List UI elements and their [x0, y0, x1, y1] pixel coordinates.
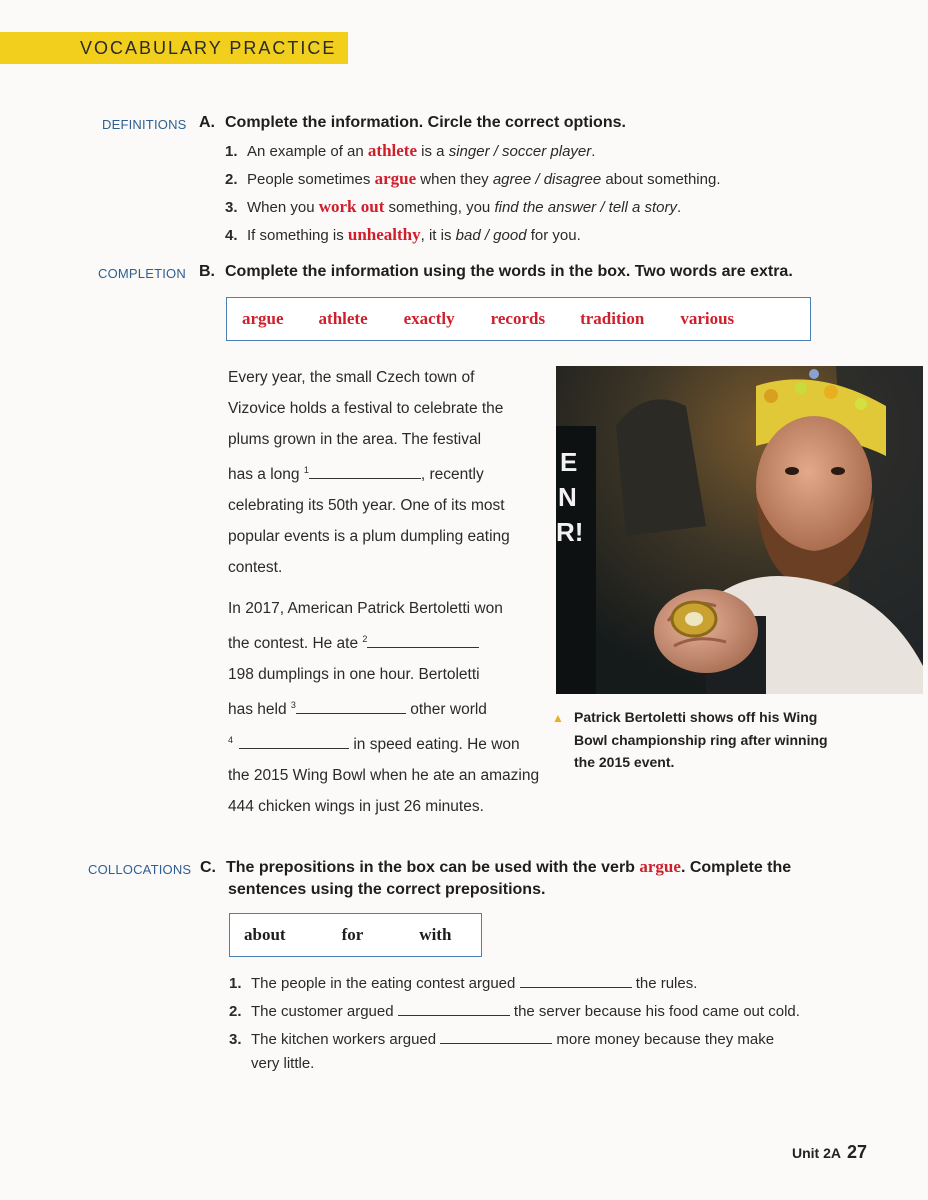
- answer-blank[interactable]: [239, 735, 349, 749]
- definition-item: [225, 169, 720, 190]
- answer-options[interactable]: find the answer / tell a story: [494, 199, 678, 216]
- item-number: 1.: [229, 975, 242, 992]
- item-text: the rules.: [631, 975, 698, 992]
- page-number: 27: [847, 1142, 868, 1162]
- photo-patrick-bertoletti: [556, 366, 923, 694]
- section-c-instructions: sentences using the correct prepositions.: [228, 881, 546, 898]
- passage-line: Vizovice holds a festival to celebrate the: [228, 400, 504, 417]
- preposition-item: for: [341, 925, 364, 944]
- caption-line: the 2015 event.: [574, 754, 675, 770]
- word-box-item: tradition: [580, 309, 645, 328]
- item-text: about something.: [601, 171, 721, 188]
- word-box-item: various: [680, 309, 735, 328]
- definitions-label: DEFINITIONS: [102, 117, 187, 132]
- definition-item: [225, 197, 681, 218]
- blank-number: 3: [290, 700, 296, 710]
- unit-label: Unit 2A: [792, 1145, 841, 1161]
- answer-blank[interactable]: [520, 974, 632, 988]
- passage-text: has a long: [228, 466, 304, 483]
- caption-triangle-icon: ▲: [552, 711, 564, 725]
- sign-letter: N: [558, 482, 577, 512]
- section-a-letter: A.: [199, 114, 215, 131]
- passage-line: [228, 455, 510, 490]
- blank-number: 2: [362, 634, 368, 644]
- passage-text: in speed eating. He won: [349, 736, 520, 753]
- passage-text: , recently: [420, 466, 484, 483]
- caption-line: Patrick Bertoletti shows off his Wing: [574, 709, 818, 725]
- sign-letter: R!: [556, 517, 584, 547]
- section-a-instructions: Complete the information. Circle the correct options.: [225, 114, 626, 131]
- passage-text: the contest. He ate: [228, 635, 363, 652]
- definition-item: [225, 225, 581, 246]
- photo-caption: [552, 706, 828, 773]
- item-text: An example of an: [247, 143, 368, 160]
- item-text: is a: [417, 143, 449, 160]
- item-text: something, you: [384, 199, 495, 216]
- preposition-box: [229, 913, 482, 957]
- section-b-letter: B.: [199, 263, 215, 280]
- item-text: the server because his food came out cold.: [509, 1003, 800, 1020]
- passage-line: contest.: [228, 559, 283, 576]
- answer-blank[interactable]: [309, 465, 421, 479]
- blank-number: 1: [303, 465, 309, 475]
- collocations-label: COLLOCATIONS: [88, 862, 192, 877]
- passage-line: 444 chicken wings in just 26 minutes.: [228, 798, 484, 815]
- word-box: [226, 297, 811, 341]
- answer-options[interactable]: bad / good: [455, 227, 527, 244]
- item-text: If something is: [247, 227, 348, 244]
- answer-blank[interactable]: [296, 700, 406, 714]
- item-text: The customer argued: [251, 1003, 398, 1020]
- passage-line: [228, 624, 539, 659]
- collocation-item: [229, 1030, 774, 1050]
- answer-options[interactable]: agree / disagree: [492, 171, 602, 188]
- preposition-item: with: [419, 925, 452, 944]
- item-number: 2.: [229, 1003, 242, 1020]
- blank-number: 4: [228, 735, 234, 745]
- item-text: for you.: [526, 227, 581, 244]
- answer-options[interactable]: singer / soccer player: [448, 143, 592, 160]
- passage-text: other world: [405, 701, 487, 718]
- word-box-item: records: [490, 309, 546, 328]
- preposition-item: about: [244, 925, 286, 944]
- item-text: The kitchen workers argued: [251, 1031, 441, 1048]
- collocation-item-continuation: very little.: [251, 1055, 315, 1072]
- passage-line: plums grown in the area. The festival: [228, 431, 482, 448]
- item-number: 4.: [225, 227, 238, 244]
- item-number: 3.: [229, 1031, 242, 1048]
- passage-line: In 2017, American Patrick Bertoletti won: [228, 600, 503, 617]
- caption-line: Bowl championship ring after winning: [574, 732, 828, 748]
- passage-line: [228, 725, 539, 760]
- item-text: .: [591, 143, 596, 160]
- answer-blank[interactable]: [440, 1030, 552, 1044]
- keyword-unhealthy: unhealthy: [347, 225, 421, 244]
- section-c-instructions: The prepositions in the box can be used with the verb: [226, 859, 640, 876]
- item-text: .: [677, 199, 682, 216]
- page-footer: [792, 1142, 867, 1163]
- passage-line: the 2015 Wing Bowl when he ate an amazing: [228, 767, 540, 784]
- section-c-letter: C.: [200, 859, 216, 876]
- passage-paragraph-1: [228, 362, 510, 583]
- passage-line: celebrating its 50th year. One of its most: [228, 497, 505, 514]
- item-text: , it is: [420, 227, 456, 244]
- collocation-item: [229, 1002, 800, 1022]
- item-text: People sometimes: [247, 171, 375, 188]
- item-number: 2.: [225, 171, 238, 188]
- section-b-heading: [199, 261, 793, 283]
- section-banner: VOCABULARY PRACTICE: [0, 32, 348, 64]
- passage-line: popular events is a plum dumpling eating: [228, 528, 510, 545]
- keyword-argue: argue: [639, 857, 681, 876]
- photo-illustration: [556, 366, 923, 694]
- section-c-instructions: . Complete the: [680, 859, 792, 876]
- passage-text: has held: [228, 701, 291, 718]
- keyword-work-out: work out: [318, 197, 385, 216]
- sign-letter: E: [560, 447, 578, 477]
- passage-paragraph-2: [228, 593, 539, 822]
- keyword-athlete: athlete: [367, 141, 418, 160]
- definition-item: [225, 141, 595, 162]
- keyword-argue: argue: [374, 169, 417, 188]
- word-box-item: exactly: [403, 309, 455, 328]
- answer-blank[interactable]: [398, 1002, 510, 1016]
- passage-line: Every year, the small Czech town of: [228, 369, 475, 386]
- collocation-item: [229, 974, 697, 994]
- word-box-item: athlete: [318, 309, 368, 328]
- answer-blank[interactable]: [367, 634, 479, 648]
- item-text: When you: [247, 199, 319, 216]
- passage-line: [228, 690, 539, 725]
- section-c-heading: [200, 856, 791, 901]
- item-number: 1.: [225, 143, 238, 160]
- section-a-heading: [199, 112, 626, 134]
- item-text: when they: [416, 171, 493, 188]
- completion-label: COMPLETION: [98, 266, 186, 281]
- item-text: The people in the eating contest argued: [251, 975, 520, 992]
- section-b-instructions: Complete the information using the words in the box. Two words are extra.: [225, 263, 793, 280]
- passage-line: 198 dumplings in one hour. Bertoletti: [228, 666, 480, 683]
- word-box-item: argue: [242, 309, 284, 328]
- item-text: more money because they make: [552, 1031, 775, 1048]
- item-number: 3.: [225, 199, 238, 216]
